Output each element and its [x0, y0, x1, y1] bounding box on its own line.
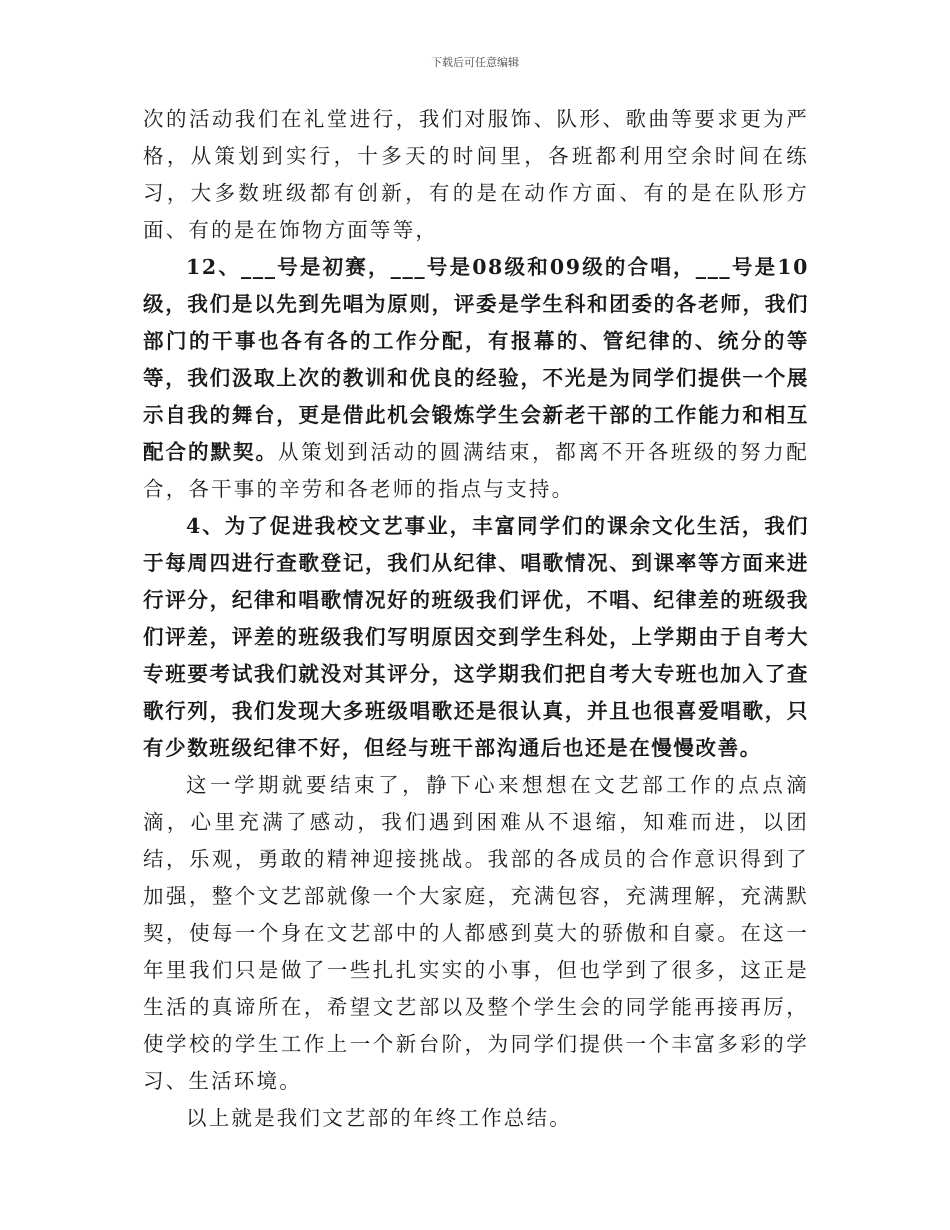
paragraph-item-12-normal-text: 从策划到活动的圆满结束，都离不开各班级的努力配合，各干事的辛劳和各老师的指点与支持。: [143, 440, 809, 501]
paragraph-item-12: [143, 249, 809, 508]
paragraph-activity-continuation: 次的活动我们在礼堂进行，我们对服饰、队形、歌曲等要求更为严格，从策划到实行，十多天的时间里，各班都利用空余时间在练习，大多数班级都有创新，有的是在动作方面、有的是在队形方面、有的是在饰物方面等等，: [143, 107, 809, 242]
paragraph-item-4-bold-text: 4、为了促进我校文艺事业，丰富同学们的课余文化生活，我们于每周四进行查歌登记，我们从纪律、唱歌情况、到课率等方面来进行评分，纪律和唱歌情况好的班级我们评优，不唱、纪律差的班级我们评差，评差的班级我们写明原因交到学生科处，上学期由于自考大专班要考试我们就没对其评分，这学期我们把自考大专班也加入了查歌行列，我们发现大多班级唱歌还是很认真，并且也很喜爱唱歌，只有少数班级纪律不好，但经与班干部沟通后也还是在慢慢改善。: [143, 514, 809, 760]
paragraph-item-4: [143, 508, 809, 767]
document-body: [143, 101, 809, 1137]
paragraph-item-12-bold-text: 12、___号是初赛，___号是08级和09级的合唱，___号是10级，我们是以先到先唱为原则，评委是学生科和团委的各老师，我们部门的干事也各有各的工作分配，有报幕的、管纪律的、统分的等等，我们汲取上次的教训和优良的经验，不光是为同学们提供一个展示自我的舞台，更是借此机会锻炼学生会新老干部的工作能力和相互配合的默契。: [143, 255, 809, 464]
paragraph-summary: 这一学期就要结束了，静下心来想想在文艺部工作的点点滴滴，心里充满了感动，我们遇到困难从不退缩，知难而进，以团结，乐观，勇敢的精神迎接挑战。我部的各成员的合作意识得到了加强，整个文艺部就像一个大家庭，充满包容，充满理解，充满默契，使每一个身在文艺部中的人都感到莫大的骄傲和自豪。在这一年里我们只是做了一些扎扎实实的小事，但也学到了很多，这正是生活的真谛所在，希望文艺部以及整个学生会的同学能再接再厉，使学校的学生工作上一个新台阶，为同学们提供一个丰富多彩的学习、生活环境。: [143, 773, 809, 1093]
page-header: 下载后可任意编辑: [431, 56, 519, 69]
paragraph-closing: 以上就是我们文艺部的年终工作总结。: [186, 1106, 572, 1130]
